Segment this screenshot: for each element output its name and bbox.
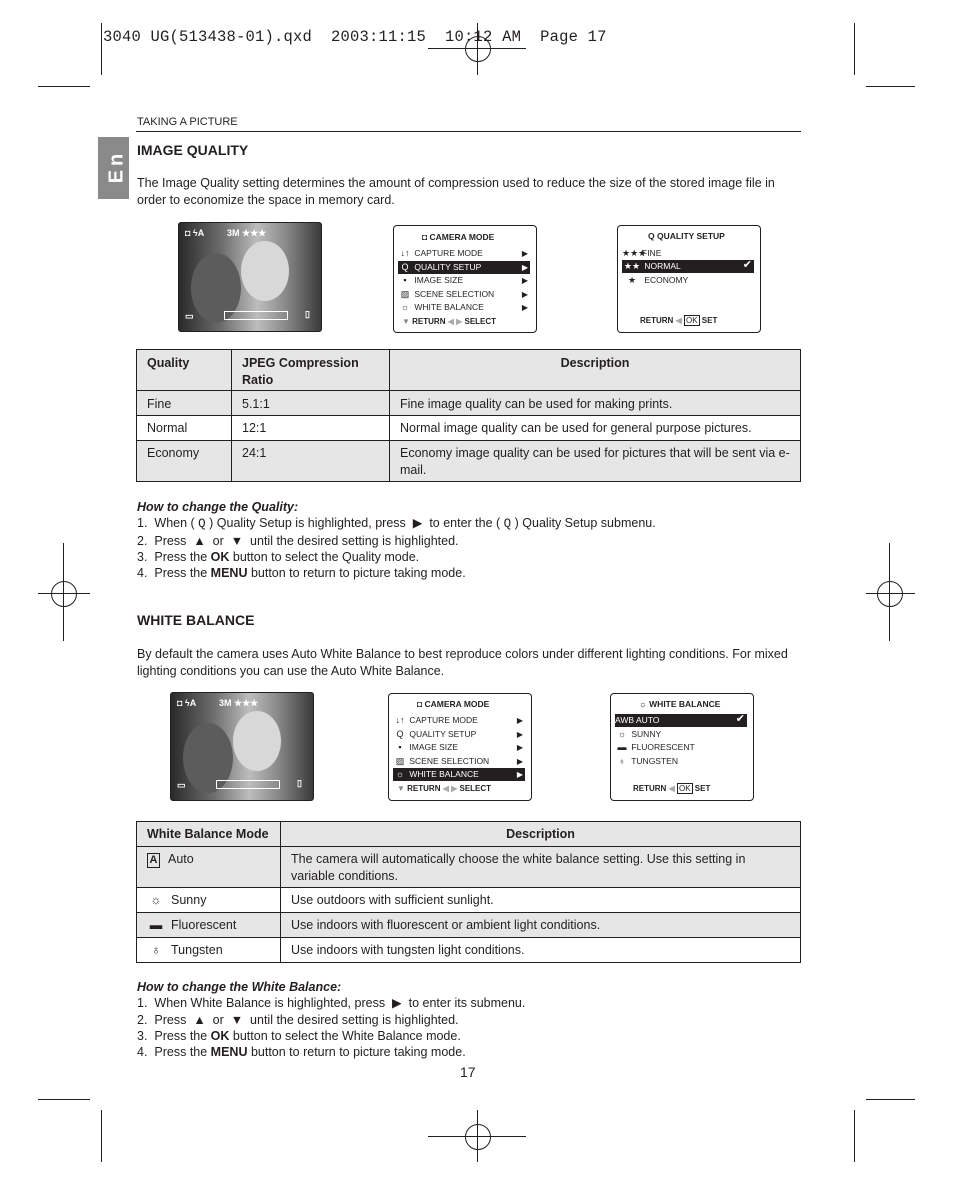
white-balance-icon: ☼ [639,699,650,709]
quality-table [136,349,801,482]
auto-icon: A [147,853,160,868]
table-row: Normal 12:1 Normal image quality can be used for general purpose pictures. [137,416,801,441]
column-header: Description [281,822,801,847]
menu-item-economy[interactable]: ★ ECONOMY [627,275,689,285]
step: 2. Press ▲ or ▼ until the desired setting is highlighted. [137,533,459,548]
menu-item-capture-mode[interactable]: ↓↑ CAPTURE MODE ▶ [400,248,528,258]
sun-icon: ☼ [150,893,162,907]
image-quality-intro: The Image Quality setting determines the amount of compression used to reduce the size of the stored image file in order to economize the space in memory card. [137,176,775,207]
step: 1. When White Balance is highlighted, press ▶ to enter its submenu. [137,996,526,1011]
up-arrow-icon: ▲ [193,1012,206,1027]
menu-item-white-balance[interactable]: ☼ WHITE BALANCE ▶ [400,302,528,312]
right-arrow-icon: ▶ [392,996,402,1011]
battery-icon: ▭ [185,311,194,321]
zoom-bar [224,311,288,320]
white-balance-intro: By default the camera uses Auto White Balance to best reproduce colors under different lighting conditions. For mixed lighting conditions you can use the Auto White Balance. [137,647,788,678]
camera-lcd-preview: ◘ ϟA 3M ★★★ ▭ ▯ [170,692,314,801]
step: 4. Press the MENU button to return to picture taking mode. [137,566,466,581]
battery-icon: ▭ [177,780,186,790]
language-tab: En [98,137,129,199]
menu-item-fluorescent[interactable]: ▬ FLUORESCENT [617,742,695,752]
page-number: 17 [460,1064,476,1080]
camera-icon: ◘ [417,699,425,709]
crop-mark [854,1110,855,1162]
table-row: ▬ Fluorescent Use indoors with fluorescent or ambient light conditions. [137,913,801,938]
table-row: Economy 24:1 Economy image quality can be used for pictures that will be sent via e-mail. [137,441,801,482]
crop-mark [101,23,102,75]
menu-item-fine[interactable]: ★★★FINE [622,248,662,258]
zoom-bar [216,780,280,789]
crop-mark [866,1099,915,1100]
table-row: A Auto The camera will automatically choose the white balance setting. Use this setting in variable conditions. [137,847,801,888]
white-balance-instructions [137,979,525,1060]
section-rule [136,131,801,132]
menu-item-auto[interactable]: AWB AUTO ✔ [615,713,745,725]
column-header: White Balance Mode [137,822,281,847]
step: 4. Press the MENU button to return to picture taking mode. [137,1045,466,1060]
camera-icon: ◘ ϟA [177,698,197,708]
menu-item-image-size[interactable]: ▪ IMAGE SIZE ▶ [403,275,528,285]
quality-setup-menu: Q QUALITY SETUP ★★★FINE ★★ NORMAL ✔ ★ ECONOMY RETURN ◀ OK SET [617,225,761,333]
quality-instructions [137,499,656,581]
file-header: 3040 UG(513438-01).qxd 2003:11:15 10:12 AM Page 17 [103,28,607,46]
quality-instructions-title: How to change the Quality: [137,500,299,514]
crop-mark [854,23,855,75]
menu-item-normal[interactable]: ★★ NORMAL ✔ [623,259,752,271]
table-row: Fine 5.1:1 Fine image quality can be used for making prints. [137,391,801,416]
step: 1. When ( Q ) Quality Setup is highlighted, press ▶ to enter the ( Q ) Quality Setup submenu. [137,516,656,532]
crop-mark [101,1110,102,1162]
memory-card-icon: ▯ [297,778,302,788]
white-balance-instructions-title: How to change the White Balance: [137,980,342,994]
menu-item-scene-selection[interactable]: ▨ SCENE SELECTION ▶ [400,289,528,299]
column-header: Quality [137,350,232,391]
white-balance-heading: WHITE BALANCE [137,612,255,628]
menu-item-white-balance[interactable]: ☼ WHITE BALANCE ▶ [393,768,525,781]
camera-mode-menu: ◘ CAMERA MODE ↓↑ CAPTURE MODE ▶ Q QUALITY SETUP ▶ ▪ IMAGE SIZE ▶ ▨ SCENE SELECTION ▶ ☼ WHITE BALANCE ▶ ▼ RETURN ◀ ▶ SELECT [393,225,537,333]
check-icon: ✔ [735,713,745,725]
camera-icon: ◘ [422,232,430,242]
column-header: Description [390,350,801,391]
camera-mode-menu: ◘ CAMERA MODE ↓↑ CAPTURE MODE ▶ Q QUALITY SETUP ▶ ▪ IMAGE SIZE ▶ ▨ SCENE SELECTION ▶ ☼ WHITE BALANCE ▶ ▼ RETURN ◀ ▶ SELECT [388,693,532,801]
menu-item-capture-mode[interactable]: ↓↑ CAPTURE MODE ▶ [395,715,523,725]
white-balance-menu: ☼ WHITE BALANCE AWB AUTO ✔ ☼ SUNNY ▬ FLUORESCENT ♁ TUNGSTEN RETURN ◀ OK SET [610,693,754,801]
memory-card-icon: ▯ [305,309,310,319]
section-label: TAKING A PICTURE [137,116,238,128]
right-arrow-icon: ▶ [412,516,423,531]
menu-item-scene-selection[interactable]: ▨ SCENE SELECTION ▶ [395,756,523,766]
menu-item-tungsten[interactable]: ♁ TUNGSTEN [618,756,678,766]
camera-lcd-preview: ◘ ϟA 3M ★★★ ▭ ▯ [178,222,322,332]
down-arrow-icon: ▼ [230,1012,244,1027]
white-balance-table [136,821,801,963]
fluorescent-icon: ▬ [149,918,163,932]
menu-item-quality-setup[interactable]: Q QUALITY SETUP ▶ [398,261,530,274]
check-icon: ✔ [742,259,752,271]
camera-icon: ◘ ϟA [185,228,205,238]
crop-mark [38,1099,90,1100]
step: 3. Press the OK button to select the Quality mode. [137,549,420,564]
up-arrow-icon: ▲ [193,533,206,548]
step: 2. Press ▲ or ▼ until the desired setting is highlighted. [137,1012,459,1027]
table-row: ♁ Tungsten Use indoors with tungsten light conditions. [137,938,801,963]
menu-item-sunny[interactable]: ☼ SUNNY [617,729,662,739]
crop-mark [38,86,90,87]
menu-item-image-size[interactable]: ▪ IMAGE SIZE ▶ [398,742,523,752]
down-arrow-icon: ▼ [230,533,244,548]
table-row: ☼ Sunny Use outdoors with sufficient sunlight. [137,888,801,913]
crop-mark [866,86,915,87]
tungsten-bulb-icon: ♁ [151,943,161,957]
step: 3. Press the OK button to select the White Balance mode. [137,1028,461,1043]
image-quality-heading: IMAGE QUALITY [137,142,249,158]
menu-item-quality-setup[interactable]: Q QUALITY SETUP ▶ [396,729,523,739]
column-header: JPEG Compression Ratio [232,350,390,391]
